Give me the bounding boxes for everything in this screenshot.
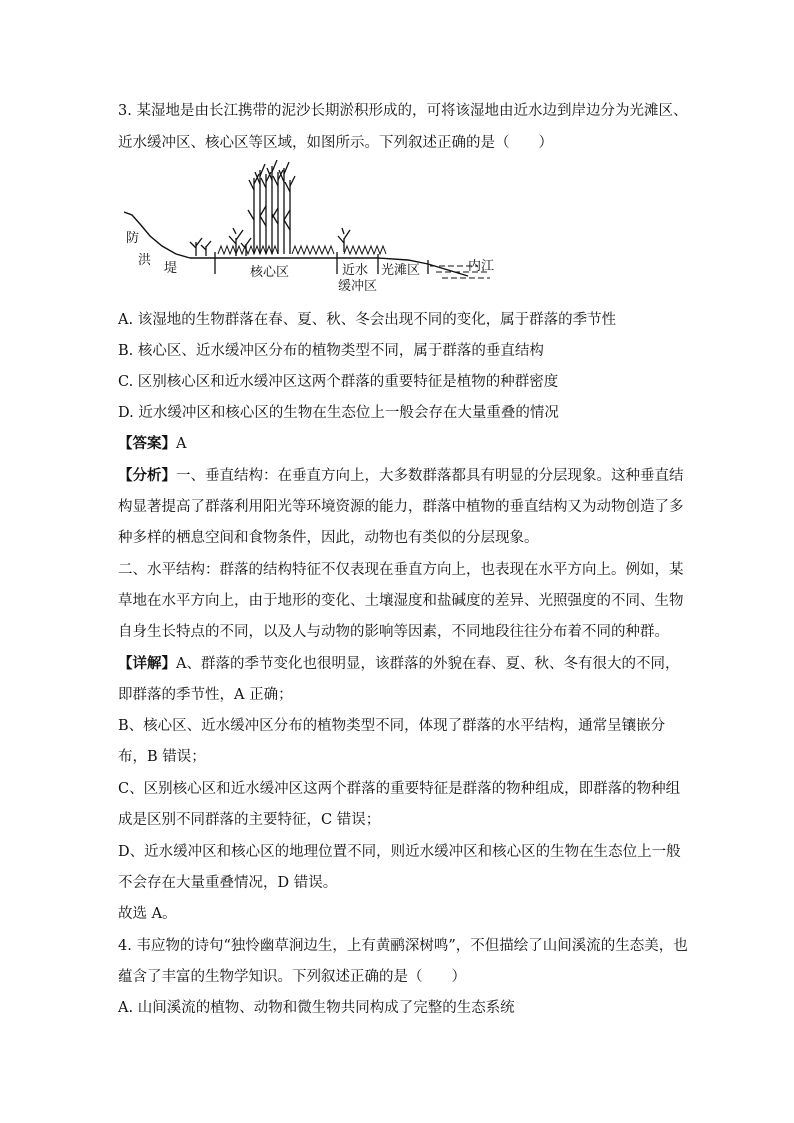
label-core-zone: 核心区	[250, 265, 290, 280]
label-fang: 防	[126, 231, 140, 246]
q4-stem-line2: 蕴含了丰富的生物学知识。下列叙述正确的是（ ）	[118, 969, 466, 985]
detail-tag: 【详解】	[118, 655, 176, 672]
detail-text-1: A、群落的季节变化也很明显，该群落的外貌在春、夏、秋、冬有很大的不同，	[176, 656, 680, 672]
q3-analysis-line6: 自身生长特点的不同，以及人与动物的影响等因素，不同地段往往分布着不同的种群。	[118, 624, 669, 640]
q3-analysis-line1	[118, 466, 684, 486]
q3-detail-line5: C、区别核心区和近水缓冲区这两个群落的重要特征是群落的物种组成，即群落的物种组	[118, 781, 681, 797]
q3-option-c: C. 区别核心区和近水缓冲区这两个群落的重要特征是植物的种群密度	[118, 374, 559, 390]
analysis-text-1: 一、垂直结构：在垂直方向上，大多数群落都具有明显的分层现象。这种垂直结	[176, 468, 684, 484]
q3-detail-line2: 即群落的季节性，A 正确；	[118, 687, 293, 703]
q4-option-a: A. 山间溪流的植物、动物和微生物共同构成了完整的生态系统	[118, 1000, 515, 1016]
label-buffer-line1: 近水	[342, 263, 369, 278]
analysis-tag: 【分析】	[118, 467, 176, 484]
q3-option-b: B. 核心区、近水缓冲区分布的植物类型不同，属于群落的垂直结构	[118, 343, 544, 359]
q3-option-a: A. 该湿地的生物群落在春、夏、秋、冬会出现不同的变化，属于群落的季节性	[118, 312, 617, 328]
q3-detail-line7: D、近水缓冲区和核心区的地理位置不同，则近水缓冲区和核心区的生物在生态位上一般	[118, 844, 681, 860]
q3-stem-line1: 3. 某湿地是由长江携带的泥沙长期淤积形成的，可将该湿地由近水边到岸边分为光滩区、	[118, 103, 688, 119]
q3-analysis-line3: 种多样的栖息空间和食物条件，因此，动物也有类似的分层现象。	[118, 530, 539, 546]
q3-answer	[118, 434, 186, 454]
label-hong: 洪	[138, 253, 152, 268]
q3-analysis-line5: 草地在水平方向上，由于地形的变化、土壤湿度和盐碱度的差异、光照强度的不同、生物	[118, 593, 684, 609]
q3-analysis-line4: 二、水平结构：群落的结构特征不仅表现在垂直方向上，也表现在水平方向上。例如，某	[118, 562, 684, 578]
q3-option-d: D. 近水缓冲区和核心区的生物在生态位上一般会存在大量重叠的情况	[118, 405, 559, 421]
label-river: 内江	[468, 259, 495, 274]
q3-detail-line4: 布，B 错误；	[118, 749, 206, 765]
label-buffer-line2: 缓冲区	[338, 279, 378, 294]
answer-tag: 【答案】	[118, 435, 176, 452]
label-flat-zone: 光滩区	[381, 263, 421, 278]
q3-conclusion: 故选 A。	[118, 906, 177, 922]
q4-stem-line1: 4. 韦应物的诗句“独怜幽草涧边生，上有黄鹂深树鸣”，不但描绘了山间溪流的生态美，也	[118, 938, 688, 954]
q3-analysis-line2: 构显著提高了群落利用阳光等环境资源的能力，群落中植物的垂直结构又为动物创造了多	[118, 499, 684, 515]
label-di: 堤	[164, 261, 178, 276]
q3-detail-line1	[118, 654, 679, 674]
q3-detail-line6: 成是区别不同群落的主要特征，C 错误；	[118, 812, 381, 828]
q3-stem-line2: 近水缓冲区、核心区等区域，如图所示。下列叙述正确的是（ ）	[118, 135, 553, 151]
wetland-diagram	[118, 160, 508, 300]
q3-detail-line3: B、核心区、近水缓冲区分布的植物类型不同，体现了群落的水平结构，通常呈镶嵌分	[118, 718, 666, 734]
answer-value: A	[176, 436, 187, 452]
q3-detail-line8: 不会存在大量重叠情况，D 错误。	[118, 875, 338, 891]
